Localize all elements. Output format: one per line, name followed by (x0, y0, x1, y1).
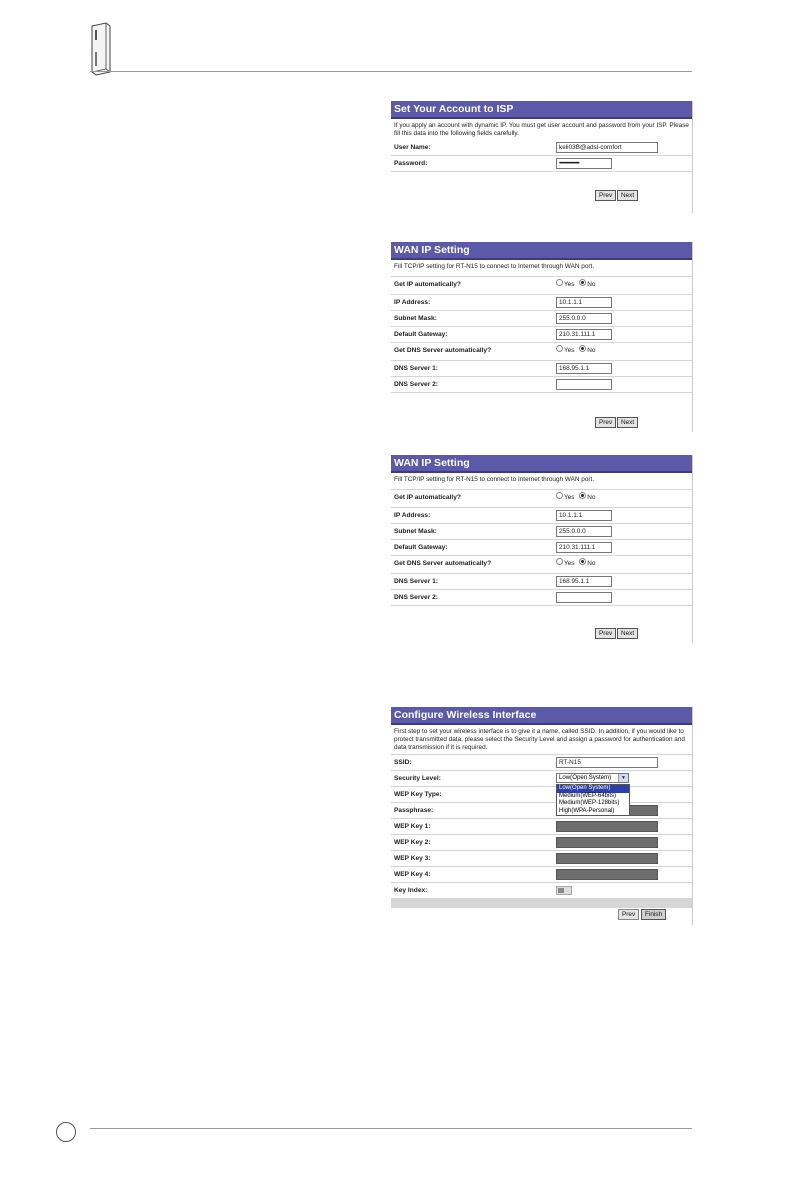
wep-key-2-row (391, 835, 692, 851)
ssid-input[interactable]: RT-N15 (556, 757, 658, 768)
dns-server-2-input[interactable] (556, 379, 612, 390)
wep-key-1-input[interactable] (556, 821, 658, 832)
next-button[interactable]: Next (617, 628, 638, 639)
get-ip-auto-label: Get IP automatically? (394, 281, 461, 288)
panel-title: Set Your Account to ISP (391, 101, 692, 119)
wep-key-4-row (391, 867, 692, 883)
yes-radio[interactable] (556, 279, 563, 286)
dropdown-option[interactable]: Low(Open System) (557, 785, 629, 793)
ip-address-input[interactable]: 10.1.1.1 (556, 510, 612, 521)
dns-server-1-input[interactable]: 168.95.1.1 (556, 576, 612, 587)
header-rule (90, 71, 692, 72)
ip-address-row (391, 295, 692, 311)
get-dns-auto-row (391, 556, 692, 574)
get-ip-auto-row (391, 277, 692, 295)
next-button[interactable]: Next (617, 190, 638, 201)
dns-server-1-input[interactable]: 168.95.1.1 (556, 363, 612, 374)
panel-description: First step to set your wireless interface is to give it a name, called SSID. In addition, if you would like to protect transmitted data, please select the Security Level and assign a password for authentication and data transmission if it is required. (391, 725, 692, 755)
user-name-label: User Name: (394, 144, 431, 151)
dns-server-2-row (391, 590, 692, 606)
wep-key-type-label: WEP Key Type: (394, 791, 442, 798)
get-ip-auto-row (391, 490, 692, 508)
wireless-interface-panel (391, 707, 693, 925)
dropdown-option[interactable]: Medium(WEP-64bits) (559, 792, 617, 799)
ssid-label: SSID: (394, 759, 412, 766)
prev-button[interactable]: Prev (595, 417, 616, 428)
subnet-mask-row (391, 311, 692, 327)
footer-rule (90, 1128, 692, 1129)
no-radio[interactable] (579, 345, 586, 352)
no-radio[interactable] (579, 492, 586, 499)
panel-description: If you apply an account with dynamic IP. You must get user account and password from your ISP. Please fill this data into the following fields carefully. (394, 122, 689, 137)
get-dns-auto-label: Get DNS Server automatically? (394, 560, 492, 567)
prev-button[interactable]: Prev (618, 909, 639, 920)
password-row (391, 156, 692, 172)
dropdown-option[interactable]: Medium(WEP-128bits) (559, 800, 620, 806)
footer-band (391, 899, 692, 908)
router-icon (88, 22, 114, 76)
subnet-mask-label: Subnet Mask: (394, 315, 437, 322)
wan-ip-panel-2 (391, 455, 693, 643)
no-radio-label: No (587, 281, 596, 288)
passphrase-row (391, 803, 692, 819)
dns-server-2-label: DNS Server 2: (394, 381, 438, 388)
yes-radio[interactable] (556, 558, 563, 565)
default-gateway-input[interactable]: 210.31.111.1 (556, 542, 612, 553)
dns-server-1-label: DNS Server 1: (394, 578, 438, 585)
subnet-mask-input[interactable]: 255.0.0.0 (556, 313, 612, 324)
wep-key-3-row (391, 851, 692, 867)
wep-key-type-row (391, 787, 692, 803)
get-dns-auto-row (391, 343, 692, 361)
yes-radio[interactable] (556, 345, 563, 352)
subnet-mask-input[interactable]: 255.0.0.0 (556, 526, 612, 537)
default-gateway-label: Default Gateway: (394, 544, 448, 551)
key-index-row (391, 883, 692, 899)
key-index-select[interactable] (556, 886, 572, 895)
panel-title: WAN IP Setting (391, 242, 692, 260)
no-radio[interactable] (579, 558, 586, 565)
wep-key-1-label: WEP Key 1: (394, 823, 431, 830)
prev-button[interactable]: Prev (595, 628, 616, 639)
get-dns-auto-radios (556, 345, 598, 354)
no-radio-label: No (587, 560, 596, 567)
get-ip-auto-label: Get IP automatically? (394, 494, 461, 501)
default-gateway-row (391, 327, 692, 343)
wep-key-3-input[interactable] (556, 853, 658, 864)
wep-key-4-label: WEP Key 4: (394, 871, 431, 878)
get-ip-auto-radios (556, 279, 598, 288)
security-level-value: Low(Open System) (559, 774, 612, 781)
dns-server-2-label: DNS Server 2: (394, 594, 438, 601)
key-index-label: Key Index: (394, 887, 428, 894)
subnet-mask-label: Subnet Mask: (394, 528, 437, 535)
panel-title: Configure Wireless Interface (391, 707, 692, 725)
yes-radio-label: Yes (564, 560, 575, 567)
wan-ip-panel-1 (391, 242, 693, 432)
get-ip-auto-radios (556, 492, 598, 501)
ssid-row (391, 755, 692, 771)
isp-account-panel (391, 101, 693, 213)
dns-server-1-label: DNS Server 1: (394, 365, 438, 372)
get-dns-auto-radios (556, 558, 598, 567)
next-button[interactable]: Next (617, 417, 638, 428)
yes-radio-label: Yes (564, 347, 575, 354)
no-radio[interactable] (579, 279, 586, 286)
panel-title: WAN IP Setting (391, 455, 692, 473)
dns-server-1-row (391, 574, 692, 590)
wep-key-2-label: WEP Key 2: (394, 839, 431, 846)
default-gateway-row (391, 540, 692, 556)
prev-button[interactable]: Prev (595, 190, 616, 201)
passphrase-label: Passphrase: (394, 807, 434, 814)
wep-key-2-input[interactable] (556, 837, 658, 848)
default-gateway-input[interactable]: 210.31.111.1 (556, 329, 612, 340)
default-gateway-label: Default Gateway: (394, 331, 448, 338)
ip-address-label: IP Address: (394, 512, 431, 519)
dns-server-1-row (391, 361, 692, 377)
page-number-circle (56, 1122, 76, 1142)
yes-radio[interactable] (556, 492, 563, 499)
get-dns-auto-label: Get DNS Server automatically? (394, 347, 492, 354)
finish-button[interactable]: Finish (641, 909, 666, 920)
no-radio-label: No (587, 347, 596, 354)
security-level-dropdown (556, 784, 630, 816)
wep-key-4-input[interactable] (556, 869, 658, 880)
security-level-label: Security Level: (394, 775, 441, 782)
password-label: Password: (394, 160, 428, 167)
no-radio-label: No (587, 494, 596, 501)
yes-radio-label: Yes (564, 281, 575, 288)
wep-key-3-label: WEP Key 3: (394, 855, 431, 862)
dns-server-2-row (391, 377, 692, 393)
dropdown-option[interactable]: High(WPA-Personal) (559, 807, 615, 814)
yes-radio-label: Yes (564, 494, 575, 501)
user-name-row (391, 140, 692, 156)
password-input[interactable]: •••••••••••••••• (556, 158, 612, 169)
panel-description: Fill TCP/IP setting for RT-N15 to connect to Internet through WAN port. (391, 473, 692, 490)
chevron-down-icon[interactable]: ▼ (618, 774, 628, 782)
wep-key-1-row (391, 819, 692, 835)
ip-address-input[interactable]: 10.1.1.1 (556, 297, 612, 308)
panel-description: Fill TCP/IP setting for RT-N15 to connect to Internet through WAN port. (391, 260, 692, 277)
dns-server-2-input[interactable] (556, 592, 612, 603)
ip-address-row (391, 508, 692, 524)
user-name-input[interactable]: keli03B@adsl-comfort (556, 142, 658, 153)
security-level-select[interactable] (556, 773, 629, 783)
ip-address-label: IP Address: (394, 299, 431, 306)
subnet-mask-row (391, 524, 692, 540)
